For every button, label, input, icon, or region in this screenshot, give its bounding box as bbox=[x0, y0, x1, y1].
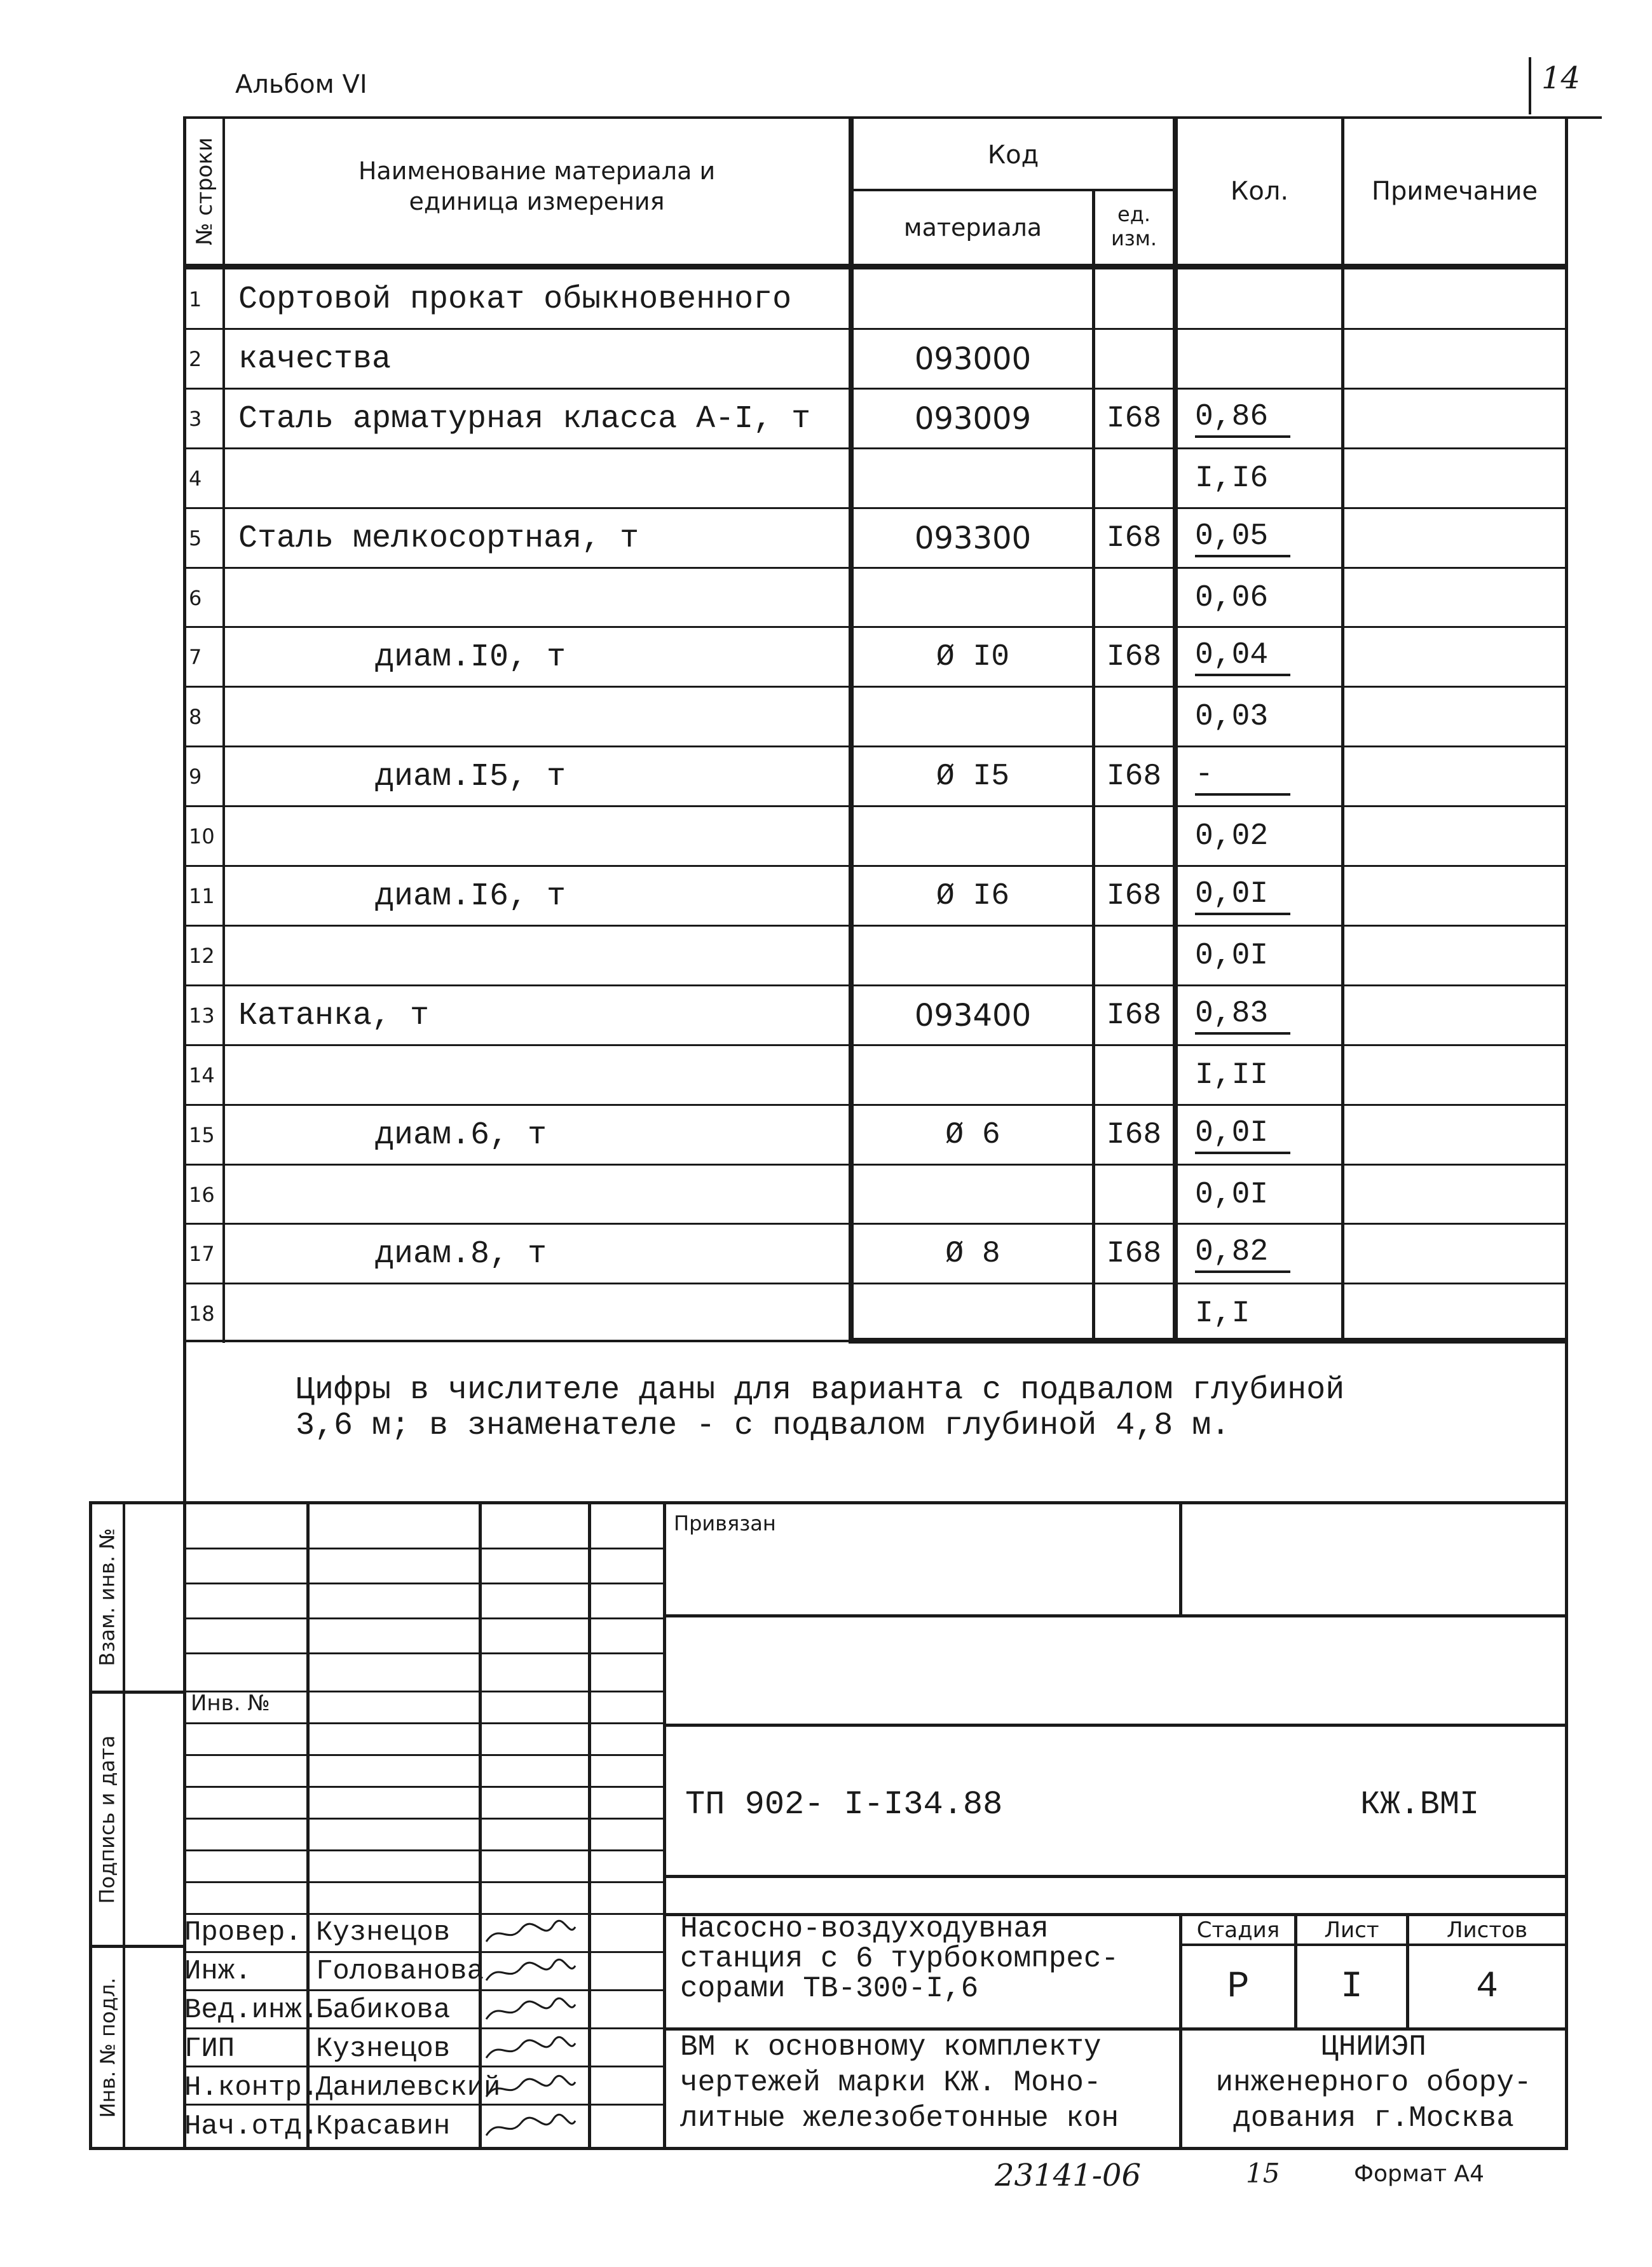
quantity: 0,02 bbox=[1195, 819, 1269, 854]
row-number: 18 bbox=[189, 1302, 215, 1326]
header-name bbox=[225, 156, 849, 217]
role-title: Н.контр. bbox=[184, 2072, 319, 2104]
row-number: 17 bbox=[189, 1242, 215, 1266]
header-code-unit: ед. изм. bbox=[1110, 202, 1157, 250]
header-name-line2: единица измерения bbox=[409, 187, 665, 215]
material-code bbox=[854, 269, 1092, 329]
grid-v5 bbox=[1179, 1501, 1182, 1616]
header-note: Примечание bbox=[1371, 177, 1538, 206]
row-number: 1 bbox=[189, 287, 202, 311]
row-number: 11 bbox=[189, 884, 215, 908]
header-bottom bbox=[183, 264, 1567, 269]
stamp-grid-row bbox=[184, 1786, 663, 1788]
signature-scribble-icon bbox=[483, 2036, 578, 2064]
material-code: Ø 6 bbox=[945, 1118, 1000, 1152]
quantity: I,I bbox=[1195, 1297, 1250, 1331]
sheet-title: ВМ к основному комплекту чертежей марки КЖ. Моно- литные железобетонные кон bbox=[680, 2031, 1119, 2135]
grid-v2 bbox=[479, 1501, 482, 2150]
material-code bbox=[854, 1165, 1092, 1225]
unit-code bbox=[1095, 269, 1173, 329]
stamp-top bbox=[89, 1501, 1568, 1504]
material-code: 093009 bbox=[914, 401, 1032, 437]
quantity: 0,86 bbox=[1195, 389, 1290, 449]
unit-code: I68 bbox=[1106, 640, 1162, 674]
album-label: Альбом VI bbox=[235, 70, 367, 99]
side-mid bbox=[123, 1501, 125, 2150]
side-label-vzam: Взам. инв. № bbox=[95, 1527, 120, 1666]
row-number: 5 bbox=[189, 526, 202, 550]
signature-scribble-icon bbox=[483, 1958, 578, 1987]
bottom-small-number: 15 bbox=[1246, 2158, 1280, 2189]
unit-code: I68 bbox=[1106, 521, 1162, 555]
right-h3 bbox=[663, 1875, 1568, 1878]
quantity: I,I6 bbox=[1195, 461, 1269, 496]
organization: ЦНИИЭП инженерного обору- дования г.Москва bbox=[1215, 2031, 1532, 2135]
row-number: 7 bbox=[189, 645, 202, 669]
stamp-bottom bbox=[89, 2147, 1568, 2150]
row-number: 10 bbox=[189, 824, 215, 848]
quantity: 0,0I bbox=[1195, 1105, 1290, 1165]
header-qty: Кол. bbox=[1230, 177, 1289, 206]
material-name: диам.6, т bbox=[375, 1117, 547, 1154]
material-code bbox=[854, 568, 1092, 628]
frame-right bbox=[1565, 116, 1568, 2150]
footnote-line2: 3,6 м; в знаменателе - с подвалом глубиной 4,8 м. bbox=[296, 1408, 1231, 1444]
stamp-grid-row bbox=[184, 1818, 663, 1820]
role-title: Инж. bbox=[184, 1956, 252, 1987]
material-name: Сталь мелкосортная, т bbox=[238, 520, 639, 557]
signature-scribble-icon bbox=[483, 2074, 578, 2103]
unit-code bbox=[1095, 1165, 1173, 1225]
sheets-value: 4 bbox=[1476, 1966, 1498, 2008]
unit-code: I68 bbox=[1106, 1118, 1162, 1152]
inventory-number: 23141-06 bbox=[995, 2158, 1141, 2193]
role-title: Вед.инж. bbox=[184, 1994, 319, 2026]
format-label: Формат А4 bbox=[1354, 2161, 1485, 2187]
stamp-grid-row bbox=[184, 1583, 663, 1584]
material-name: диам.I0, т bbox=[375, 639, 566, 676]
stamp-grid-row bbox=[184, 1548, 663, 1549]
stamp-grid-row bbox=[184, 1617, 663, 1619]
col-note bbox=[1341, 116, 1344, 1343]
signer-name: Кузнецов bbox=[316, 2033, 451, 2065]
quantity: 0,83 bbox=[1195, 986, 1290, 1045]
header-row-no: № строки bbox=[191, 137, 217, 245]
doc-mark: КЖ.ВМI bbox=[1360, 1786, 1480, 1823]
right-h2 bbox=[663, 1724, 1568, 1727]
material-code: 093000 bbox=[914, 341, 1032, 377]
signature-scribble-icon bbox=[483, 1997, 578, 2025]
unit-code bbox=[1095, 807, 1173, 866]
header-code: Код bbox=[987, 140, 1039, 170]
page-number: 14 bbox=[1541, 60, 1581, 96]
col-name bbox=[849, 116, 854, 1343]
quantity: 0,0I bbox=[1195, 939, 1269, 973]
role-title: Провер. bbox=[184, 1917, 302, 1949]
row-number: 15 bbox=[189, 1123, 215, 1147]
material-name: Сталь арматурная класса А-I, т bbox=[238, 400, 811, 437]
unit-code: I68 bbox=[1106, 1237, 1162, 1271]
material-code bbox=[854, 449, 1092, 508]
material-name: диам.I6, т bbox=[375, 878, 566, 915]
row-number: 8 bbox=[189, 705, 202, 729]
header-name-line1: Наименование материала и bbox=[358, 157, 716, 185]
role-title: Нач.отд. bbox=[184, 2111, 319, 2142]
material-name: диам.I5, т bbox=[375, 758, 566, 795]
material-code bbox=[854, 687, 1092, 747]
row-number: 16 bbox=[189, 1183, 215, 1207]
doc-code: ТП 902- I-I34.88 bbox=[685, 1786, 1003, 1823]
unit-code bbox=[1095, 926, 1173, 986]
row-number: 4 bbox=[189, 466, 202, 491]
footnote-line1: Цифры в числителе даны для варианта с подвалом глубиной bbox=[296, 1372, 1345, 1408]
unit-code bbox=[1095, 568, 1173, 628]
unit-code bbox=[1095, 1284, 1173, 1344]
unit-code bbox=[1095, 1045, 1173, 1105]
privyazan-label: Привязан bbox=[674, 1511, 776, 1535]
material-name: диам.8, т bbox=[375, 1236, 547, 1272]
side-label-inv-podl: Инв. № подл. bbox=[95, 1977, 120, 2118]
material-code: Ø I6 bbox=[936, 879, 1010, 913]
stamp-grid-row bbox=[184, 1881, 663, 1883]
row-number: 9 bbox=[189, 765, 202, 789]
quantity: - bbox=[1195, 747, 1290, 807]
stamp-grid-row bbox=[184, 1652, 663, 1654]
header-code-material: материала bbox=[903, 214, 1042, 242]
material-code: 093400 bbox=[914, 998, 1032, 1033]
inv-no-label: Инв. № bbox=[191, 1691, 270, 1716]
material-code: Ø I0 bbox=[936, 640, 1010, 674]
signature-scribble-icon bbox=[483, 1919, 578, 1948]
unit-code: I68 bbox=[1106, 759, 1162, 794]
grid-v3 bbox=[588, 1501, 591, 2150]
quantity: 0,06 bbox=[1195, 581, 1269, 615]
right-h1 bbox=[663, 1614, 1568, 1617]
grid-v4 bbox=[663, 1501, 666, 2150]
table-bottom-left bbox=[183, 1340, 850, 1342]
quantity: 0,05 bbox=[1195, 508, 1290, 568]
material-name: Сортовой прокат обыкновенного bbox=[238, 281, 792, 318]
signer-name: Кузнецов bbox=[316, 1917, 451, 1949]
sheet-value: I bbox=[1341, 1966, 1363, 2008]
sheet-label: Лист bbox=[1324, 1917, 1379, 1943]
col-qty bbox=[1173, 116, 1178, 1343]
material-code bbox=[854, 926, 1092, 986]
material-code: 093300 bbox=[914, 521, 1032, 556]
top-right-tick bbox=[1529, 57, 1531, 114]
material-name: качества bbox=[238, 341, 392, 378]
unit-code bbox=[1095, 329, 1173, 389]
signer-name: Данилевский bbox=[316, 2072, 501, 2104]
footnote bbox=[296, 1373, 1344, 1444]
quantity: 0,03 bbox=[1195, 700, 1269, 734]
stage-label: Стадия bbox=[1196, 1917, 1280, 1943]
side-label-podpis: Подпись и дата bbox=[95, 1734, 119, 1904]
project-title: Насосно-воздуходувная станция с 6 турбокомпрес- сорами ТВ-300-I,6 bbox=[680, 1912, 1119, 2005]
grid-v1 bbox=[306, 1501, 310, 2150]
signer-name: Голованова bbox=[316, 1956, 484, 1987]
quantity: 0,04 bbox=[1195, 627, 1290, 687]
quantity: 0,0I bbox=[1195, 866, 1290, 926]
quantity: 0,0I bbox=[1195, 1178, 1269, 1212]
material-code bbox=[854, 1284, 1092, 1344]
row-number: 14 bbox=[189, 1063, 215, 1087]
material-code bbox=[854, 807, 1092, 866]
unit-code bbox=[1095, 687, 1173, 747]
stamp-grid-row bbox=[184, 1754, 663, 1756]
row-number: 6 bbox=[189, 586, 202, 610]
material-code: Ø 8 bbox=[945, 1237, 1000, 1271]
row-number: 13 bbox=[189, 1004, 215, 1028]
sheets-label: Листов bbox=[1446, 1917, 1527, 1943]
unit-code bbox=[1095, 449, 1173, 508]
signer-name: Бабикова bbox=[316, 1994, 451, 2026]
row-number: 3 bbox=[189, 407, 202, 431]
quantity: I,II bbox=[1195, 1058, 1269, 1093]
signer-name: Красавин bbox=[316, 2111, 451, 2142]
unit-code: I68 bbox=[1106, 998, 1162, 1033]
unit-code: I68 bbox=[1106, 402, 1162, 436]
stage-value: Р bbox=[1227, 1966, 1250, 2008]
material-code bbox=[854, 1045, 1092, 1105]
role-title: ГИП bbox=[184, 2033, 235, 2065]
unit-code: I68 bbox=[1106, 879, 1162, 913]
stamp-grid-row bbox=[184, 1722, 663, 1724]
signature-scribble-icon bbox=[483, 2113, 578, 2142]
stamp-grid-row bbox=[184, 1849, 663, 1851]
material-name: Катанка, т bbox=[238, 997, 430, 1034]
row-number: 12 bbox=[189, 944, 215, 968]
row-number: 2 bbox=[189, 347, 202, 371]
material-code: Ø I5 bbox=[936, 759, 1010, 794]
quantity: 0,82 bbox=[1195, 1224, 1290, 1284]
